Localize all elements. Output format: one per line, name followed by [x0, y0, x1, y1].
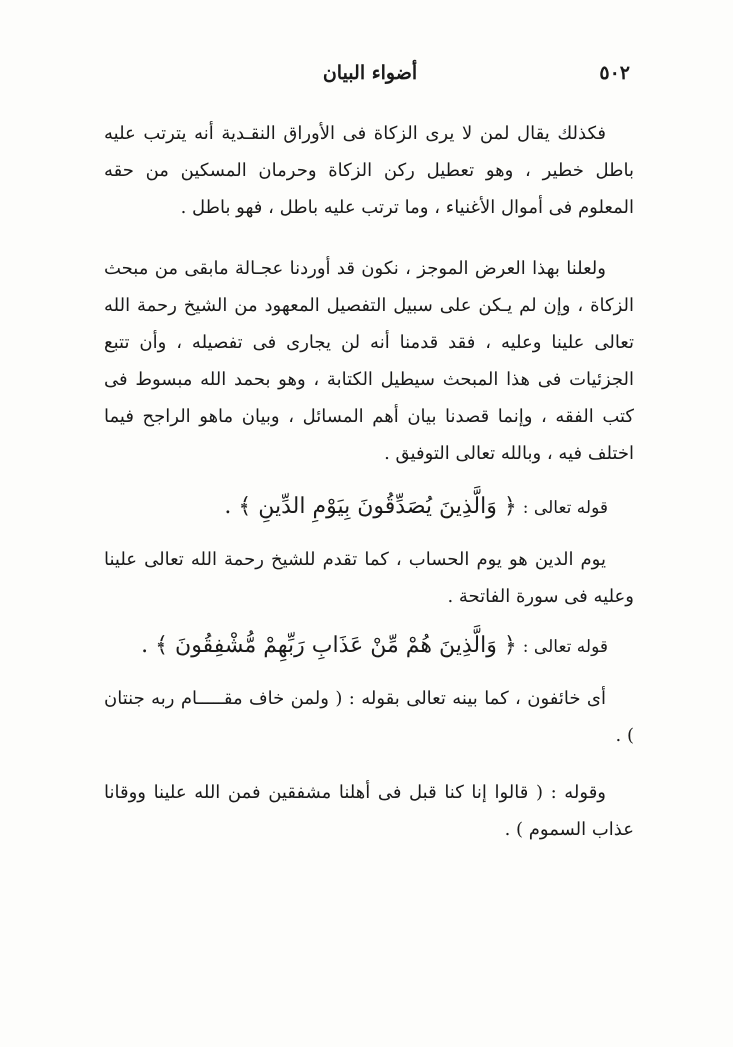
paragraph-quote: وقوله : ( قالوا إنا كنا قبل فى أهلنا مشفقين فمن الله علينا ووقانا عذاب السموم ) . [104, 782, 634, 840]
verse-intro-2: قوله تعالى : [522, 637, 608, 657]
running-head [110, 62, 630, 90]
verse-intro-1: قوله تعالى : [522, 498, 608, 518]
verse-text-2: ﴿ وَالَّذِينَ هُمْ مِّنْ عَذَابِ رَبِّهِمْ مُّشْفِقُونَ ﴾ . [141, 633, 517, 658]
page-number: ٥٠٢ [599, 62, 630, 84]
paragraph-zakat-banknotes: فكذلك يقال لمن لا يرى الزكاة فى الأوراق النقـدية أنه يترتب عليه باطل خطير ، وهو تعطيل ركن الزكاة وحرمان المسكين من حقه المعلوم فى أموال الأغنياء ، وما ترتب عليه باطل ، فهو باطل . [104, 123, 634, 218]
verse-block-2 [104, 625, 634, 668]
verse-block-1 [104, 486, 634, 529]
verse-text-1: ﴿ وَالَّذِينَ يُصَدِّقُونَ بِيَوْمِ الدِّينِ ﴾ . [224, 494, 517, 519]
book-title: أضواء البيان [322, 62, 418, 84]
paragraph-summary: ولعلنا بهذا العرض الموجز ، نكون قد أوردنا عجـالة مابقى من مبحث الزكاة ، وإن لم يـكن على سبيل التفصيل المعهود من الشيخ رحمة الله تعالى علينا وعليه ، فقد قدمنا أنه لن يجارى فى تفصيله ، وأن تتبع الجزئيات فى هذا المبحث سيطيل الكتابة ، وهو بحمد الله مبسوط فى كتب الفقه ، وإنما قصدنا بيان أهم المسائل ، وبيان ماهو الراجح فيما اختلف فيه ، وبالله تعالى التوفيق . [104, 258, 634, 464]
paragraph-fearful: أى خائفون ، كما بينه تعالى بقوله : ( ولمن خاف مقـــــام ربه جنتان ) . [104, 688, 634, 746]
paragraph-day-of-judgment: يوم الدين هو يوم الحساب ، كما تقدم للشيخ رحمة الله تعالى علينا وعليه فى سورة الفاتحة . [104, 549, 634, 607]
page-body [104, 115, 634, 868]
